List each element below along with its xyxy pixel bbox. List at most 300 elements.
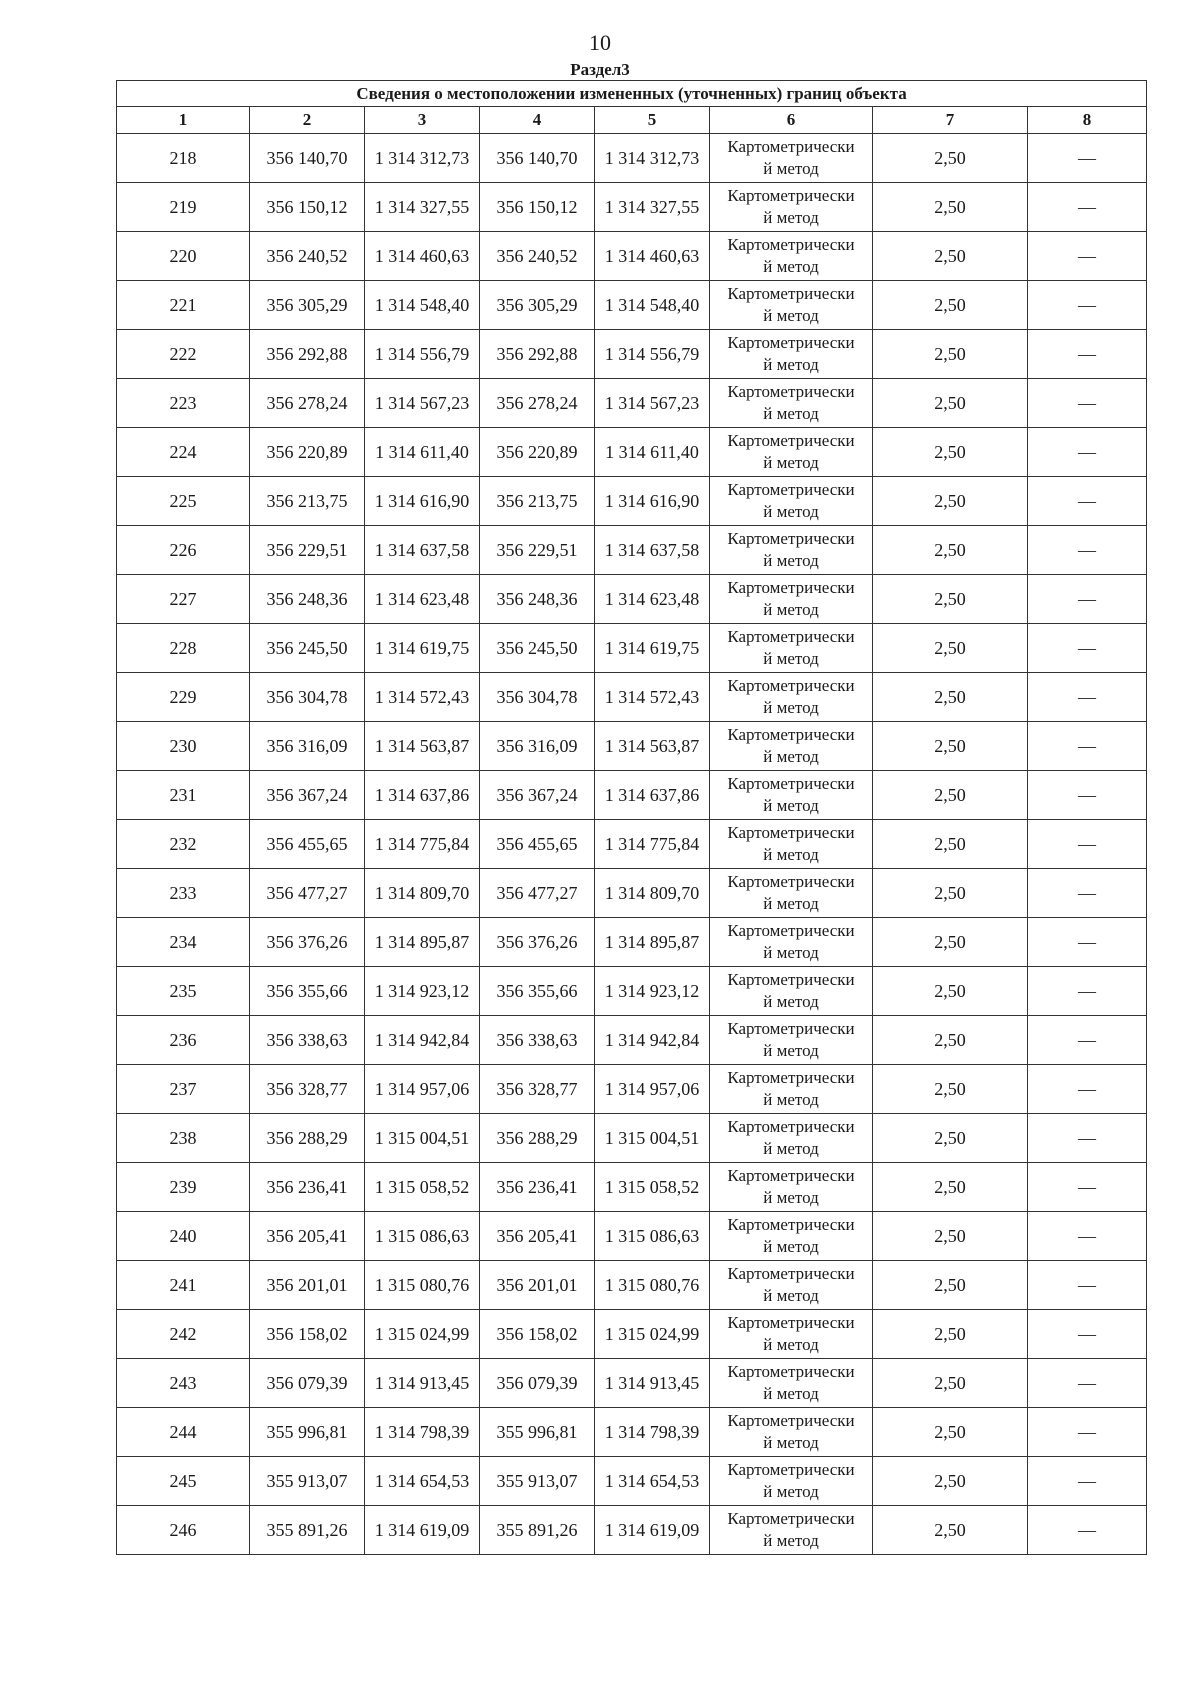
table-row <box>117 330 1147 379</box>
accuracy-cell: 2,50 <box>873 379 1028 428</box>
accuracy-cell: 2,50 <box>873 918 1028 967</box>
method-line-1: Картометрически <box>727 1460 855 1479</box>
point-number-cell: 229 <box>117 673 250 722</box>
accuracy-cell: 2,50 <box>873 1016 1028 1065</box>
existing-x-cell: 356 477,27 <box>250 869 365 918</box>
refined-y-cell: 1 314 957,06 <box>595 1065 710 1114</box>
existing-x-cell: 356 213,75 <box>250 477 365 526</box>
method-line-1: Картометрически <box>727 1411 855 1430</box>
accuracy-cell: 2,50 <box>873 967 1028 1016</box>
refined-y-cell: 1 314 798,39 <box>595 1408 710 1457</box>
refined-x-cell: 355 891,26 <box>480 1506 595 1555</box>
existing-y-cell: 1 314 798,39 <box>365 1408 480 1457</box>
method-line-1: Картометрически <box>727 1215 855 1234</box>
method-line-1: Картометрически <box>727 872 855 891</box>
method-line-2: й метод <box>763 796 819 815</box>
method-cell <box>710 183 873 232</box>
column8-dash-cell: — <box>1028 1016 1147 1065</box>
column-header: 7 <box>873 107 1028 134</box>
refined-x-cell: 356 248,36 <box>480 575 595 624</box>
existing-y-cell: 1 315 080,76 <box>365 1261 480 1310</box>
existing-y-cell: 1 314 895,87 <box>365 918 480 967</box>
table-body <box>117 134 1147 1555</box>
method-cell <box>710 1065 873 1114</box>
table-caption: Сведения о местоположении измененных (уточненных) границ объекта <box>117 81 1147 107</box>
refined-y-cell: 1 314 556,79 <box>595 330 710 379</box>
column8-dash-cell: — <box>1028 232 1147 281</box>
accuracy-cell: 2,50 <box>873 1163 1028 1212</box>
refined-x-cell: 356 278,24 <box>480 379 595 428</box>
existing-x-cell: 355 996,81 <box>250 1408 365 1457</box>
method-line-2: й метод <box>763 1335 819 1354</box>
method-line-2: й метод <box>763 1482 819 1501</box>
existing-x-cell: 356 079,39 <box>250 1359 365 1408</box>
refined-y-cell: 1 315 058,52 <box>595 1163 710 1212</box>
method-line-2: й метод <box>763 355 819 374</box>
existing-y-cell: 1 315 086,63 <box>365 1212 480 1261</box>
refined-y-cell: 1 314 567,23 <box>595 379 710 428</box>
refined-x-cell: 356 150,12 <box>480 183 595 232</box>
method-line-1: Картометрически <box>727 137 855 156</box>
table-row <box>117 281 1147 330</box>
method-cell <box>710 1359 873 1408</box>
column8-dash-cell: — <box>1028 918 1147 967</box>
existing-x-cell: 356 367,24 <box>250 771 365 820</box>
accuracy-cell: 2,50 <box>873 281 1028 330</box>
method-cell <box>710 1261 873 1310</box>
method-line-1: Картометрически <box>727 1019 855 1038</box>
point-number-cell: 230 <box>117 722 250 771</box>
method-line-2: й метод <box>763 649 819 668</box>
existing-y-cell: 1 314 619,09 <box>365 1506 480 1555</box>
existing-y-cell: 1 314 619,75 <box>365 624 480 673</box>
table-row <box>117 771 1147 820</box>
existing-x-cell: 356 292,88 <box>250 330 365 379</box>
refined-x-cell: 356 229,51 <box>480 526 595 575</box>
existing-y-cell: 1 314 567,23 <box>365 379 480 428</box>
refined-y-cell: 1 314 895,87 <box>595 918 710 967</box>
refined-x-cell: 356 355,66 <box>480 967 595 1016</box>
refined-y-cell: 1 314 623,48 <box>595 575 710 624</box>
method-line-2: й метод <box>763 894 819 913</box>
point-number-cell: 246 <box>117 1506 250 1555</box>
accuracy-cell: 2,50 <box>873 1408 1028 1457</box>
accuracy-cell: 2,50 <box>873 1212 1028 1261</box>
method-line-2: й метод <box>763 306 819 325</box>
refined-y-cell: 1 314 548,40 <box>595 281 710 330</box>
existing-y-cell: 1 314 913,45 <box>365 1359 480 1408</box>
point-number-cell: 235 <box>117 967 250 1016</box>
method-line-1: Картометрически <box>727 823 855 842</box>
method-cell <box>710 379 873 428</box>
method-cell <box>710 526 873 575</box>
section-title: Раздел3 <box>570 60 630 79</box>
boundary-coordinates-table <box>116 80 1147 1555</box>
accuracy-cell: 2,50 <box>873 771 1028 820</box>
existing-x-cell: 356 140,70 <box>250 134 365 183</box>
method-line-1: Картометрически <box>727 382 855 401</box>
column8-dash-cell: — <box>1028 330 1147 379</box>
method-line-1: Картометрически <box>727 431 855 450</box>
column8-dash-cell: — <box>1028 1261 1147 1310</box>
accuracy-cell: 2,50 <box>873 673 1028 722</box>
column8-dash-cell: — <box>1028 526 1147 575</box>
point-number-cell: 223 <box>117 379 250 428</box>
point-number-cell: 241 <box>117 1261 250 1310</box>
refined-y-cell: 1 314 616,90 <box>595 477 710 526</box>
refined-y-cell: 1 315 080,76 <box>595 1261 710 1310</box>
column-number-row <box>117 107 1147 134</box>
table-row <box>117 183 1147 232</box>
existing-y-cell: 1 314 775,84 <box>365 820 480 869</box>
table-row <box>117 1506 1147 1555</box>
existing-x-cell: 355 913,07 <box>250 1457 365 1506</box>
refined-y-cell: 1 314 913,45 <box>595 1359 710 1408</box>
method-cell <box>710 330 873 379</box>
table-row <box>117 379 1147 428</box>
method-cell <box>710 869 873 918</box>
method-cell <box>710 1212 873 1261</box>
accuracy-cell: 2,50 <box>873 1065 1028 1114</box>
column8-dash-cell: — <box>1028 428 1147 477</box>
method-cell <box>710 281 873 330</box>
table-row <box>117 1016 1147 1065</box>
table-row <box>117 232 1147 281</box>
method-cell <box>710 428 873 477</box>
existing-y-cell: 1 314 556,79 <box>365 330 480 379</box>
method-line-1: Картометрически <box>727 529 855 548</box>
column8-dash-cell: — <box>1028 183 1147 232</box>
refined-x-cell: 356 236,41 <box>480 1163 595 1212</box>
point-number-cell: 238 <box>117 1114 250 1163</box>
column-header: 5 <box>595 107 710 134</box>
method-line-2: й метод <box>763 1188 819 1207</box>
column8-dash-cell: — <box>1028 281 1147 330</box>
point-number-cell: 239 <box>117 1163 250 1212</box>
point-number-cell: 236 <box>117 1016 250 1065</box>
refined-y-cell: 1 314 619,09 <box>595 1506 710 1555</box>
point-number-cell: 245 <box>117 1457 250 1506</box>
refined-x-cell: 356 140,70 <box>480 134 595 183</box>
page-number: 10 <box>589 30 611 55</box>
accuracy-cell: 2,50 <box>873 1114 1028 1163</box>
refined-x-cell: 356 304,78 <box>480 673 595 722</box>
accuracy-cell: 2,50 <box>873 1506 1028 1555</box>
column8-dash-cell: — <box>1028 1359 1147 1408</box>
column-header: 4 <box>480 107 595 134</box>
refined-y-cell: 1 314 809,70 <box>595 869 710 918</box>
existing-x-cell: 355 891,26 <box>250 1506 365 1555</box>
table-row <box>117 575 1147 624</box>
method-line-1: Картометрически <box>727 1264 855 1283</box>
column8-dash-cell: — <box>1028 869 1147 918</box>
existing-y-cell: 1 314 327,55 <box>365 183 480 232</box>
method-cell <box>710 134 873 183</box>
refined-y-cell: 1 314 923,12 <box>595 967 710 1016</box>
refined-x-cell: 356 220,89 <box>480 428 595 477</box>
refined-x-cell: 356 205,41 <box>480 1212 595 1261</box>
method-line-1: Картометрически <box>727 1362 855 1381</box>
refined-x-cell: 356 158,02 <box>480 1310 595 1359</box>
accuracy-cell: 2,50 <box>873 722 1028 771</box>
refined-y-cell: 1 314 460,63 <box>595 232 710 281</box>
table-row <box>117 428 1147 477</box>
method-cell <box>710 673 873 722</box>
existing-x-cell: 356 240,52 <box>250 232 365 281</box>
method-cell <box>710 477 873 526</box>
point-number-cell: 240 <box>117 1212 250 1261</box>
column-header: 1 <box>117 107 250 134</box>
method-line-2: й метод <box>763 1139 819 1158</box>
table-row <box>117 1212 1147 1261</box>
point-number-cell: 232 <box>117 820 250 869</box>
refined-x-cell: 356 477,27 <box>480 869 595 918</box>
refined-x-cell: 356 201,01 <box>480 1261 595 1310</box>
method-cell <box>710 722 873 771</box>
method-line-1: Картометрически <box>727 578 855 597</box>
method-line-1: Картометрически <box>727 1509 855 1528</box>
table-row <box>117 1359 1147 1408</box>
refined-y-cell: 1 314 611,40 <box>595 428 710 477</box>
table-row <box>117 820 1147 869</box>
method-line-1: Картометрически <box>727 970 855 989</box>
existing-x-cell: 356 236,41 <box>250 1163 365 1212</box>
table-row <box>117 134 1147 183</box>
refined-y-cell: 1 314 572,43 <box>595 673 710 722</box>
column8-dash-cell: — <box>1028 134 1147 183</box>
column8-dash-cell: — <box>1028 1506 1147 1555</box>
refined-x-cell: 356 288,29 <box>480 1114 595 1163</box>
refined-y-cell: 1 314 327,55 <box>595 183 710 232</box>
refined-y-cell: 1 314 312,73 <box>595 134 710 183</box>
existing-x-cell: 356 288,29 <box>250 1114 365 1163</box>
column8-dash-cell: — <box>1028 624 1147 673</box>
method-line-1: Картометрически <box>727 725 855 744</box>
accuracy-cell: 2,50 <box>873 1457 1028 1506</box>
method-cell <box>710 624 873 673</box>
method-line-2: й метод <box>763 404 819 423</box>
existing-x-cell: 356 220,89 <box>250 428 365 477</box>
existing-y-cell: 1 315 024,99 <box>365 1310 480 1359</box>
column8-dash-cell: — <box>1028 1310 1147 1359</box>
existing-y-cell: 1 314 637,86 <box>365 771 480 820</box>
existing-y-cell: 1 314 637,58 <box>365 526 480 575</box>
refined-x-cell: 356 305,29 <box>480 281 595 330</box>
method-line-1: Картометрически <box>727 676 855 695</box>
table-row <box>117 869 1147 918</box>
table-row <box>117 1310 1147 1359</box>
method-line-2: й метод <box>763 943 819 962</box>
accuracy-cell: 2,50 <box>873 869 1028 918</box>
method-cell <box>710 967 873 1016</box>
method-line-1: Картометрически <box>727 774 855 793</box>
method-cell <box>710 575 873 624</box>
point-number-cell: 228 <box>117 624 250 673</box>
table-row <box>117 1261 1147 1310</box>
method-line-2: й метод <box>763 1237 819 1256</box>
refined-x-cell: 356 292,88 <box>480 330 595 379</box>
point-number-cell: 234 <box>117 918 250 967</box>
method-line-1: Картометрически <box>727 235 855 254</box>
existing-y-cell: 1 314 460,63 <box>365 232 480 281</box>
method-line-1: Картометрически <box>727 921 855 940</box>
existing-x-cell: 356 376,26 <box>250 918 365 967</box>
column-header: 2 <box>250 107 365 134</box>
refined-y-cell: 1 315 086,63 <box>595 1212 710 1261</box>
method-cell <box>710 1506 873 1555</box>
column8-dash-cell: — <box>1028 379 1147 428</box>
accuracy-cell: 2,50 <box>873 575 1028 624</box>
method-line-1: Картометрически <box>727 186 855 205</box>
method-cell <box>710 1016 873 1065</box>
refined-y-cell: 1 314 637,86 <box>595 771 710 820</box>
method-line-2: й метод <box>763 845 819 864</box>
existing-y-cell: 1 314 809,70 <box>365 869 480 918</box>
existing-y-cell: 1 314 616,90 <box>365 477 480 526</box>
method-line-1: Картометрически <box>727 480 855 499</box>
method-line-2: й метод <box>763 992 819 1011</box>
existing-x-cell: 356 304,78 <box>250 673 365 722</box>
accuracy-cell: 2,50 <box>873 820 1028 869</box>
existing-y-cell: 1 314 563,87 <box>365 722 480 771</box>
table-row <box>117 526 1147 575</box>
existing-x-cell: 356 305,29 <box>250 281 365 330</box>
method-line-2: й метод <box>763 1041 819 1060</box>
refined-y-cell: 1 314 619,75 <box>595 624 710 673</box>
point-number-cell: 220 <box>117 232 250 281</box>
table-row <box>117 1163 1147 1212</box>
method-line-2: й метод <box>763 747 819 766</box>
refined-x-cell: 356 316,09 <box>480 722 595 771</box>
existing-y-cell: 1 314 611,40 <box>365 428 480 477</box>
column8-dash-cell: — <box>1028 771 1147 820</box>
column-header: 8 <box>1028 107 1147 134</box>
column8-dash-cell: — <box>1028 1114 1147 1163</box>
existing-x-cell: 356 158,02 <box>250 1310 365 1359</box>
point-number-cell: 221 <box>117 281 250 330</box>
method-cell <box>710 1457 873 1506</box>
existing-y-cell: 1 314 548,40 <box>365 281 480 330</box>
point-number-cell: 233 <box>117 869 250 918</box>
refined-x-cell: 356 245,50 <box>480 624 595 673</box>
column8-dash-cell: — <box>1028 1163 1147 1212</box>
column8-dash-cell: — <box>1028 1212 1147 1261</box>
existing-y-cell: 1 314 623,48 <box>365 575 480 624</box>
refined-y-cell: 1 315 024,99 <box>595 1310 710 1359</box>
column8-dash-cell: — <box>1028 575 1147 624</box>
refined-x-cell: 356 338,63 <box>480 1016 595 1065</box>
existing-x-cell: 356 201,01 <box>250 1261 365 1310</box>
column8-dash-cell: — <box>1028 967 1147 1016</box>
table-row <box>117 624 1147 673</box>
method-cell <box>710 1408 873 1457</box>
method-line-1: Картометрически <box>727 1117 855 1136</box>
method-line-2: й метод <box>763 600 819 619</box>
existing-x-cell: 356 338,63 <box>250 1016 365 1065</box>
refined-x-cell: 356 376,26 <box>480 918 595 967</box>
column-header: 6 <box>710 107 873 134</box>
table-row <box>117 1065 1147 1114</box>
point-number-cell: 242 <box>117 1310 250 1359</box>
existing-y-cell: 1 314 572,43 <box>365 673 480 722</box>
method-line-2: й метод <box>763 1286 819 1305</box>
point-number-cell: 244 <box>117 1408 250 1457</box>
existing-x-cell: 356 229,51 <box>250 526 365 575</box>
method-cell <box>710 1163 873 1212</box>
existing-x-cell: 356 278,24 <box>250 379 365 428</box>
method-cell <box>710 918 873 967</box>
column8-dash-cell: — <box>1028 1457 1147 1506</box>
method-line-1: Картометрически <box>727 627 855 646</box>
table-row <box>117 918 1147 967</box>
accuracy-cell: 2,50 <box>873 330 1028 379</box>
column8-dash-cell: — <box>1028 1065 1147 1114</box>
table-row <box>117 477 1147 526</box>
table-row <box>117 967 1147 1016</box>
refined-x-cell: 355 996,81 <box>480 1408 595 1457</box>
refined-y-cell: 1 314 637,58 <box>595 526 710 575</box>
accuracy-cell: 2,50 <box>873 1359 1028 1408</box>
point-number-cell: 231 <box>117 771 250 820</box>
table-row <box>117 1114 1147 1163</box>
existing-x-cell: 356 248,36 <box>250 575 365 624</box>
refined-x-cell: 355 913,07 <box>480 1457 595 1506</box>
point-number-cell: 224 <box>117 428 250 477</box>
point-number-cell: 219 <box>117 183 250 232</box>
accuracy-cell: 2,50 <box>873 526 1028 575</box>
column8-dash-cell: — <box>1028 673 1147 722</box>
method-cell <box>710 1114 873 1163</box>
method-line-1: Картометрически <box>727 1068 855 1087</box>
refined-y-cell: 1 314 942,84 <box>595 1016 710 1065</box>
method-line-1: Картометрически <box>727 333 855 352</box>
existing-y-cell: 1 314 654,53 <box>365 1457 480 1506</box>
method-cell <box>710 232 873 281</box>
accuracy-cell: 2,50 <box>873 1310 1028 1359</box>
method-line-2: й метод <box>763 1384 819 1403</box>
refined-x-cell: 356 455,65 <box>480 820 595 869</box>
existing-y-cell: 1 315 058,52 <box>365 1163 480 1212</box>
table-row <box>117 722 1147 771</box>
method-line-2: й метод <box>763 1433 819 1452</box>
method-line-1: Картометрически <box>727 284 855 303</box>
point-number-cell: 227 <box>117 575 250 624</box>
column8-dash-cell: — <box>1028 722 1147 771</box>
method-line-2: й метод <box>763 208 819 227</box>
refined-y-cell: 1 314 775,84 <box>595 820 710 869</box>
method-line-2: й метод <box>763 159 819 178</box>
column8-dash-cell: — <box>1028 477 1147 526</box>
point-number-cell: 218 <box>117 134 250 183</box>
point-number-cell: 243 <box>117 1359 250 1408</box>
column-header: 3 <box>365 107 480 134</box>
accuracy-cell: 2,50 <box>873 183 1028 232</box>
method-cell <box>710 820 873 869</box>
existing-x-cell: 356 316,09 <box>250 722 365 771</box>
refined-y-cell: 1 314 654,53 <box>595 1457 710 1506</box>
existing-y-cell: 1 315 004,51 <box>365 1114 480 1163</box>
refined-x-cell: 356 079,39 <box>480 1359 595 1408</box>
existing-x-cell: 356 328,77 <box>250 1065 365 1114</box>
point-number-cell: 222 <box>117 330 250 379</box>
method-line-1: Картометрически <box>727 1313 855 1332</box>
refined-x-cell: 356 213,75 <box>480 477 595 526</box>
method-line-2: й метод <box>763 453 819 472</box>
existing-x-cell: 356 205,41 <box>250 1212 365 1261</box>
accuracy-cell: 2,50 <box>873 428 1028 477</box>
method-line-2: й метод <box>763 1531 819 1550</box>
accuracy-cell: 2,50 <box>873 624 1028 673</box>
